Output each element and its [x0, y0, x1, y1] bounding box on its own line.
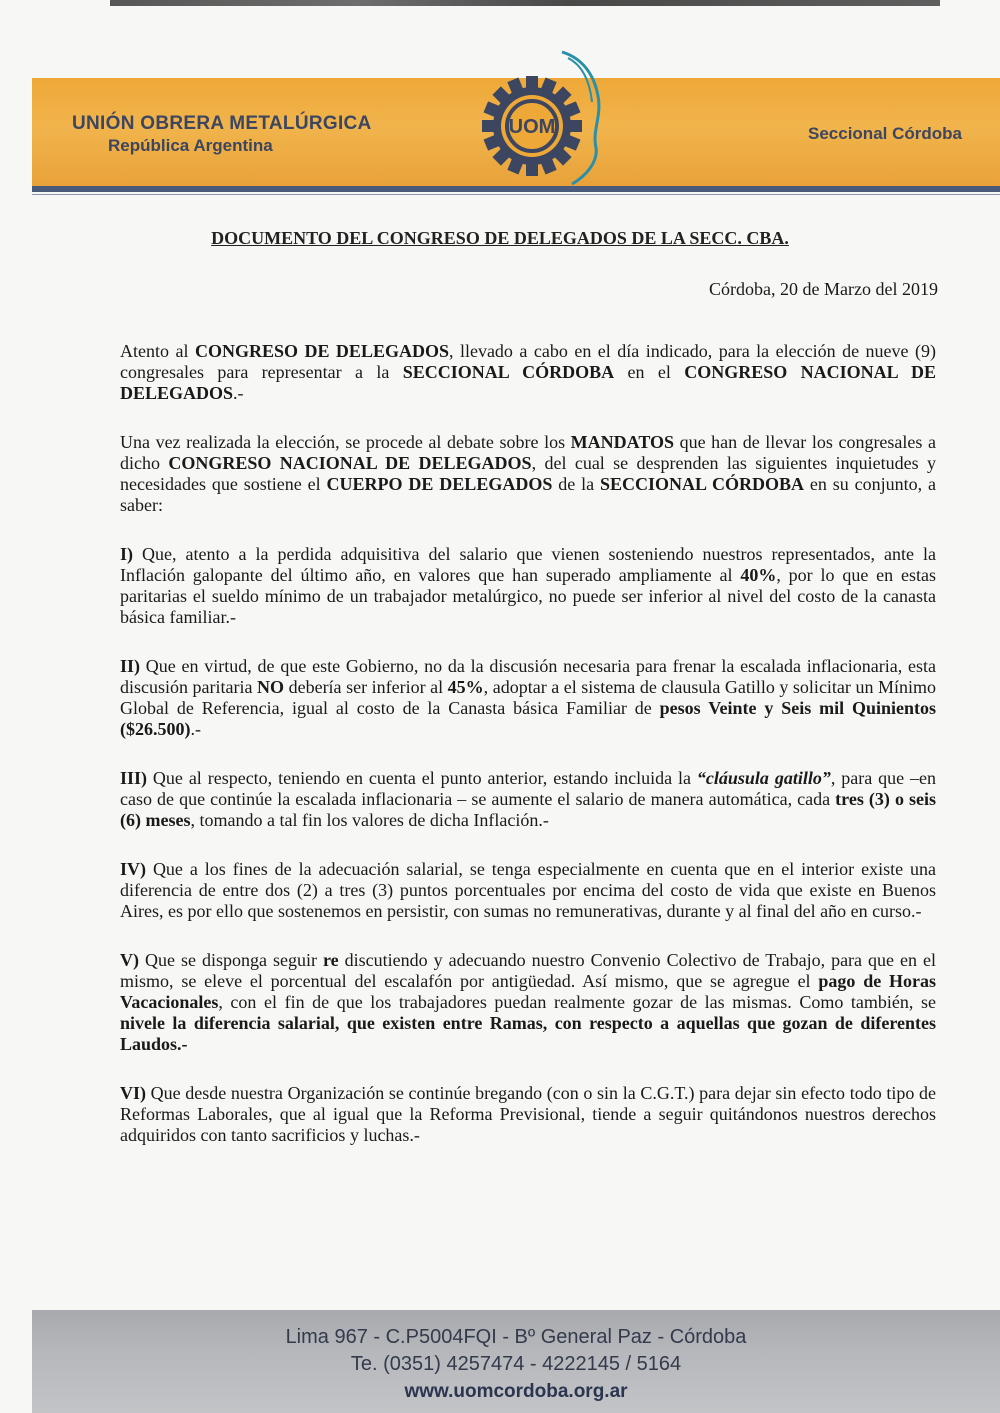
- paragraph-bold-text: V): [120, 950, 139, 970]
- paragraph: [120, 950, 936, 1055]
- uom-gear-logo-icon: [470, 44, 610, 194]
- paragraph-bold-text: CONGRESO NACIONAL DE DELEGADOS: [168, 453, 532, 473]
- paragraph: [120, 656, 936, 740]
- paragraph: [120, 859, 936, 922]
- paragraph-bold-text: VI): [120, 1083, 146, 1103]
- letterhead-rule-thin: [32, 194, 1000, 195]
- paragraph-text: en su conjunto, a saber:: [120, 474, 937, 515]
- paragraph-bold-text: SECCIONAL CÓRDOBA: [600, 474, 804, 494]
- paragraph-bold-text: CONGRESO DE DELEGADOS: [194, 341, 449, 361]
- paragraph: [120, 341, 936, 404]
- logo-letters: UOM: [508, 116, 556, 138]
- paragraph-text: .-: [190, 719, 201, 739]
- paragraph-bold-text: CUERPO DE DELEGADOS: [326, 474, 553, 494]
- paragraph-bold-text: nivele la diferencia salarial, que existen entre Ramas, con respecto a aquellas que gozan de diferentes Laudos.-: [120, 1013, 936, 1054]
- paragraph-text: , llevado a cabo en el día indicado, para la elección de nueve (9) congresales para representar a la: [120, 341, 936, 382]
- paragraph-text: , para que –en caso de que continúe la escalada inflacionaria – se aumente el salario de manera automática, cada: [120, 768, 936, 809]
- paragraph-bold-text: tres (3) o seis (6) meses: [120, 789, 937, 830]
- paragraph: [120, 768, 936, 831]
- paragraph-bold-text: pago de Horas Vacacionales: [120, 971, 936, 1012]
- paragraph-bold-text: II): [120, 656, 141, 676]
- paragraph-text: , del cual se desprenden las siguientes inquietudes y necesidades que sostiene el: [120, 453, 937, 494]
- paragraph-bold-text: pesos Veinte y Seis mil Quinientos ($26.500): [120, 698, 937, 739]
- paragraph-text: , con el fin de que los trabajadores puedan realmente gozar de las mismas. Como también, se: [218, 992, 936, 1012]
- paragraph-text: Que a los fines de la adecuación salarial, se tenga especialmente en cuenta que en el interior existe una diferencia de entre dos (2) a tres (3) puntos porcentuales por encima del costo de vida que existe en Buenos Aires, es por ello que sostenemos en persistir, con sumas no remunerativas, durante y al final del año en curso.-: [120, 859, 936, 921]
- footer-phones: Te. (0351) 4257474 - 4222145 / 5164: [350, 1353, 682, 1375]
- paragraph-text: Que en virtud, de que este Gobierno, no da la discusión necesaria para frenar la escalada inflacionaria, esta discusión paritaria: [120, 656, 936, 697]
- org-name: UNIÓN OBRERA METALÚRGICA: [72, 113, 372, 134]
- paragraph-bold-text: NO: [257, 677, 285, 697]
- paragraph-text: debería ser inferior al: [284, 677, 448, 697]
- paragraph-bold-text: 45%: [447, 677, 484, 697]
- paragraph-bold-text: CONGRESO NACIONAL DE DELEGADOS: [120, 362, 936, 403]
- paragraph: [120, 544, 936, 628]
- document-body: [120, 341, 936, 1174]
- paragraph-text: , adoptar a el sistema de clausula Gatillo y solicitar un Mínimo Global de Referencia, igual al costo de la Canasta básica Familiar de: [120, 677, 937, 718]
- document-date: Córdoba, 20 de Marzo del 2019: [709, 279, 938, 299]
- footer-address: Lima 967 - C.P5004FQI - Bº General Paz - Córdoba: [285, 1326, 747, 1348]
- paragraph-text: discutiendo y adecuando nuestro Convenio Colectivo de Trabajo, para que en el mismo, se eleve el porcentual del escalafón por antigüedad. Así mismo, que se agregue el: [120, 950, 937, 991]
- paragraph-text: , por lo que en estas paritarias el sueldo mínimo de un trabajador metalúrgico, no puede ser inferior al nivel del costo de la canasta básica familiar.-: [120, 565, 936, 627]
- section-name: Seccional Córdoba: [808, 124, 962, 143]
- paragraph-text: Que, atento a la perdida adquisitiva del salario que vienen sosteniendo nuestros representados, ante la Inflación galopante del último año, en valores que han superado ampliamente al: [120, 544, 936, 585]
- paragraph-text: Que al respecto, teniendo en cuenta el punto anterior, estando incluida la: [147, 768, 697, 788]
- paragraph-bold-text: SECCIONAL CÓRDOBA: [402, 362, 615, 382]
- paragraph-text: Que desde nuestra Organización se continúe bregando (con o sin la C.G.T.) para dejar sin efecto todo tipo de Reformas Laborales, que al igual que la Reforma Previsional, tiende a seguir quitándonos nuestros derechos adquiridos con tanto sacrificios y luchas.-: [120, 1083, 936, 1145]
- paragraph-bold-text: “cláusula gatillo”: [696, 768, 831, 788]
- footer-website[interactable]: www.uomcordoba.org.ar: [404, 1381, 628, 1402]
- paragraph-text: Una vez realizada la elección, se procede al debate sobre los: [120, 432, 571, 452]
- scan-edge: [110, 0, 940, 6]
- paragraph-text: de la: [552, 474, 601, 494]
- paragraph: [120, 1083, 936, 1146]
- paragraph-text: , tomando a tal fin los valores de dicha Inflación.-: [190, 810, 549, 830]
- paragraph-text: que han de llevar los congresales a dicho: [120, 432, 936, 473]
- paragraph-bold-text: III): [120, 768, 148, 788]
- paragraph: [120, 432, 936, 516]
- paragraph-bold-text: re: [322, 950, 339, 970]
- paragraph-bold-text: IV): [120, 859, 146, 879]
- paragraph-text: en el: [614, 362, 685, 382]
- paragraph-text: Que se disponga seguir: [139, 950, 323, 970]
- org-country: República Argentina: [108, 136, 273, 155]
- paragraph-bold-text: MANDATOS: [570, 432, 675, 452]
- paragraph-bold-text: I): [120, 544, 133, 564]
- paragraph-bold-text: 40%: [740, 565, 777, 585]
- document-title: DOCUMENTO DEL CONGRESO DE DELEGADOS DE LA SECC. CBA.: [211, 228, 789, 248]
- paragraph-text: Atento al: [120, 341, 195, 361]
- paragraph-text: .-: [233, 383, 244, 403]
